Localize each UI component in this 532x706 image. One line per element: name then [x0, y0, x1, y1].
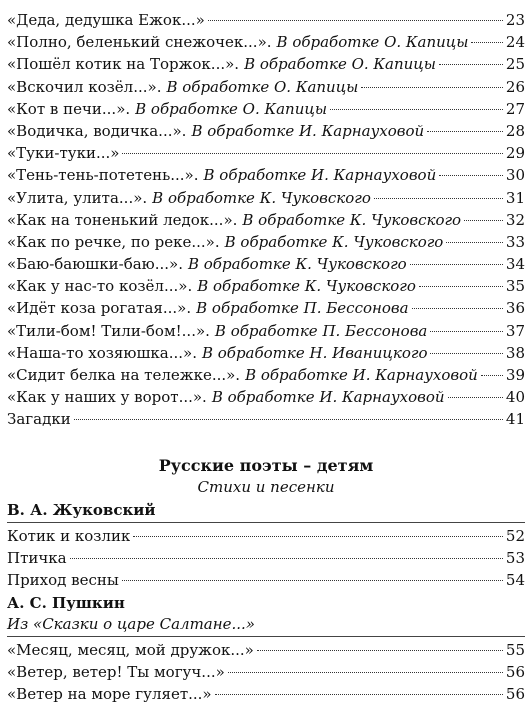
- dot-leader: [471, 42, 502, 43]
- entry-credit: В обработке И. Карнауховой: [191, 121, 425, 140]
- dot-leader: [430, 331, 503, 332]
- toc-entry[interactable]: [7, 297, 525, 319]
- toc-entry[interactable]: [7, 547, 525, 569]
- dot-leader: [208, 20, 503, 21]
- entry-title: «Сидит белка на тележке...».: [7, 366, 241, 384]
- page-number: 55: [505, 641, 525, 659]
- dot-leader: [215, 694, 503, 695]
- dot-leader: [70, 558, 503, 559]
- page-number: 33: [505, 232, 525, 251]
- dot-leader: [446, 242, 503, 243]
- toc-entry[interactable]: [7, 408, 525, 430]
- entry-title: «Туки-туки...»: [7, 144, 120, 163]
- toc-entry[interactable]: [7, 275, 525, 297]
- entry-title: «Ветер на море гуляет...»: [7, 685, 212, 704]
- toc-entry[interactable]: [7, 364, 525, 386]
- dot-leader: [410, 264, 503, 265]
- entry-credit: В обработке О. Капицы: [244, 55, 436, 74]
- section-title: Русские поэты – детям: [158, 456, 374, 475]
- entry-title: «Тень-тень-потетень...».: [7, 166, 199, 185]
- dot-leader: [228, 672, 503, 673]
- dot-leader: [481, 375, 503, 376]
- dot-leader: [122, 580, 503, 581]
- dot-leader: [361, 87, 503, 88]
- page-number: 35: [505, 277, 525, 296]
- entry-title: «Вскочил козёл...».: [7, 77, 162, 96]
- entry-credit: В обработке И. Карнауховой: [245, 366, 478, 384]
- dot-leader: [133, 536, 503, 537]
- entry-title: «Ветер, ветер! Ты могуч...»: [7, 663, 225, 682]
- toc-entry[interactable]: [7, 231, 525, 253]
- entry-title: «Как по речке, по реке...».: [7, 232, 220, 251]
- entry-credit: В обработке К. Чуковского: [197, 277, 416, 296]
- author-heading: А. С. Пушкин: [7, 594, 125, 612]
- author-heading: В. А. Жуковский: [7, 501, 156, 519]
- dot-leader: [439, 64, 503, 65]
- dot-leader: [257, 650, 503, 651]
- toc-entry[interactable]: [7, 31, 525, 53]
- entry-title: «Баю-баюшки-баю...».: [7, 255, 183, 274]
- toc-entry[interactable]: [7, 9, 525, 31]
- dot-leader: [374, 198, 503, 199]
- page-number: 29: [505, 144, 525, 163]
- entry-credit: В обработке И. Карнауховой: [211, 388, 445, 407]
- entry-credit: В обработке О. Капицы: [276, 33, 469, 52]
- dot-leader: [448, 397, 503, 398]
- author-divider: [7, 636, 525, 637]
- page-number: 30: [505, 166, 525, 185]
- toc-entry[interactable]: [7, 53, 525, 75]
- page-number: 54: [505, 571, 525, 590]
- zhukovsky-block: [7, 499, 525, 592]
- toc-entry[interactable]: [7, 569, 525, 591]
- dot-leader: [412, 308, 503, 309]
- entry-title: Загадки: [7, 410, 71, 429]
- page-number: 36: [505, 299, 525, 318]
- page-number: 25: [505, 55, 525, 74]
- dot-leader: [464, 220, 503, 221]
- entry-credit: В обработке И. Карнауховой: [203, 166, 437, 185]
- section-heading: [0, 455, 532, 497]
- entry-credit: В обработке П. Бессонова: [196, 299, 409, 318]
- page-number: 28: [505, 121, 525, 140]
- toc-entry[interactable]: [7, 187, 525, 209]
- entry-credit: В обработке О. Капицы: [166, 77, 359, 96]
- entry-title: «Пошёл котик на Торжок...».: [7, 55, 240, 74]
- toc-entry[interactable]: [7, 661, 525, 683]
- entry-credit: В обработке Н. Иваницкого: [201, 343, 428, 362]
- entry-title: «Наша-то хозяюшка...».: [7, 343, 197, 362]
- toc-entry[interactable]: [7, 320, 525, 342]
- entry-title: «Полно, беленький снежочек...».: [7, 33, 272, 52]
- page-number: 40: [505, 388, 525, 407]
- toc-entry[interactable]: [7, 142, 525, 164]
- entry-title: Птичка: [7, 549, 67, 568]
- entry-credit: В обработке К. Чуковского: [187, 255, 407, 274]
- entry-credit: В обработке П. Бессонова: [214, 321, 428, 340]
- dot-leader: [330, 109, 503, 110]
- page-number: 39: [505, 366, 525, 384]
- toc-entry[interactable]: [7, 525, 525, 547]
- page-number: 32: [505, 210, 525, 229]
- entry-credit: В обработке К. Чуковского: [152, 188, 371, 207]
- entry-title: «Водичка, водичка...».: [7, 121, 187, 140]
- toc-entry[interactable]: [7, 342, 525, 364]
- entry-title: Котик и козлик: [7, 527, 131, 545]
- toc-entry[interactable]: [7, 639, 525, 661]
- dot-leader: [122, 153, 502, 154]
- page-number: 56: [505, 663, 525, 682]
- entry-title: «Месяц, месяц, мой дружок...»: [7, 641, 254, 659]
- toc-entry[interactable]: [7, 209, 525, 231]
- entry-credit: В обработке К. Чуковского: [224, 232, 444, 251]
- dot-leader: [419, 286, 503, 287]
- entry-title: «Деда, дедушка Ежок...»: [7, 11, 205, 29]
- author-divider: [7, 522, 525, 523]
- entry-credit: В обработке К. Чуковского: [242, 210, 462, 229]
- page-number: 37: [505, 321, 525, 340]
- page-number: 23: [505, 11, 525, 29]
- entry-title: Приход весны: [7, 571, 119, 590]
- dot-leader: [427, 131, 503, 132]
- entry-title: «Кот в печи...».: [7, 99, 131, 118]
- entry-title: «Как на тоненький ледок...».: [7, 210, 238, 229]
- toc-entry[interactable]: [7, 253, 525, 275]
- entry-credit: В обработке О. Капицы: [135, 99, 328, 118]
- pushkin-block: [7, 592, 525, 706]
- page-number: 38: [505, 343, 525, 362]
- dot-leader: [74, 419, 503, 420]
- page-number: 26: [505, 77, 525, 96]
- page-number: 34: [505, 255, 525, 274]
- page-number: 24: [505, 33, 525, 52]
- page-number: 52: [505, 527, 525, 545]
- toc-list-top: [7, 9, 525, 431]
- page-number: 31: [505, 188, 525, 207]
- toc-entry[interactable]: [7, 76, 525, 98]
- entry-title: «Тили-бом! Тили-бом!...».: [7, 321, 210, 340]
- entry-title: «Улита, улита...».: [7, 188, 148, 207]
- toc-entry[interactable]: [7, 386, 525, 408]
- toc-entry[interactable]: [7, 164, 525, 186]
- dot-leader: [439, 175, 503, 176]
- toc-entry[interactable]: [7, 98, 525, 120]
- page-number: 41: [505, 410, 525, 429]
- toc-entry[interactable]: [7, 683, 525, 705]
- entry-title: «Как у нас-то козёл...».: [7, 277, 193, 296]
- dot-leader: [430, 353, 502, 354]
- section-subtitle: Стихи и песенки: [197, 478, 335, 496]
- entry-title: «Как у наших у ворот...».: [7, 388, 207, 407]
- page-number: 56: [505, 685, 525, 704]
- source-note: Из «Сказки о царе Салтане...»: [7, 615, 255, 633]
- entry-title: «Идёт коза рогатая...».: [7, 299, 192, 318]
- page-number: 27: [505, 99, 525, 118]
- page-number: 53: [505, 549, 525, 568]
- toc-entry[interactable]: [7, 120, 525, 142]
